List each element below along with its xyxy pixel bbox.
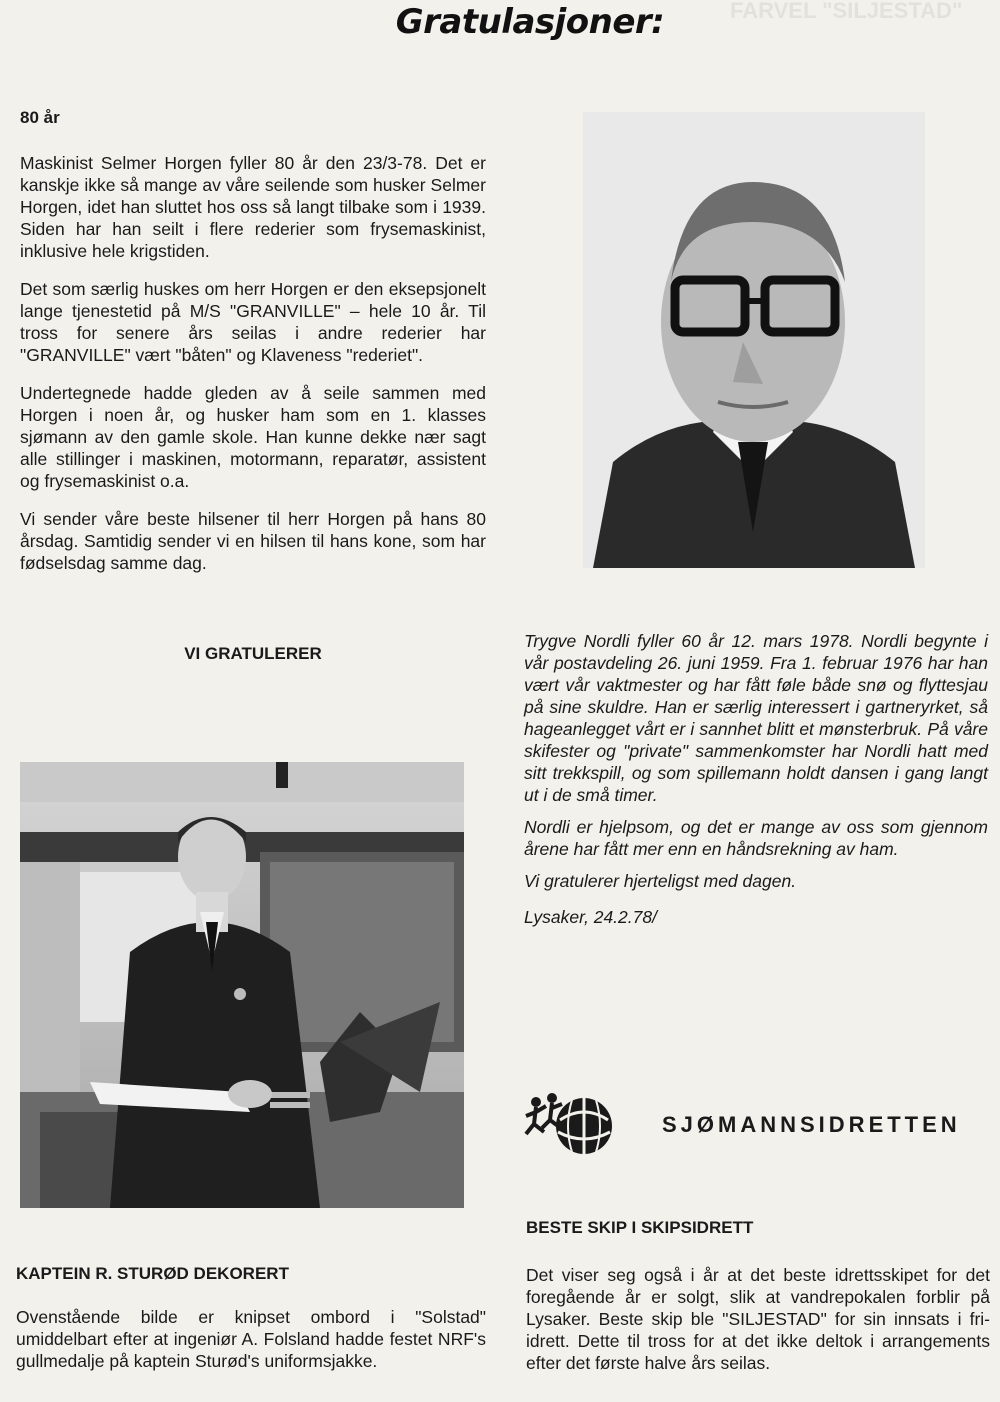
paragraph: Det som særlig huskes om herr Horgen er den eksepsjonelt lange tjenestetid på M/S "GRANVILLE" – hele 10 år. Til tross for senere års seilas i andre rederier har "GRANVILLE" vært "båten" og Klaveness "rederiet". bbox=[20, 279, 486, 365]
paragraph: Ovenstående bilde er knipset ombord i "Solstad" umiddelbart efter at ingeniør A. Folsland hadde festet NRF's gullmedalje på kaptein Sturød's uniformsjakke. bbox=[16, 1307, 486, 1371]
paragraph: Vi sender våre beste hilsener til herr Horgen på hans 80 årsdag. Samtidig sender vi en hilsen til hans kone, som har fødselsdag samme dag. bbox=[20, 509, 486, 573]
nordli-caption bbox=[524, 630, 988, 928]
bleed-through-text: FARVEL "SILJESTAD" bbox=[730, 0, 963, 23]
closing-line: VI GRATULERER bbox=[184, 644, 322, 663]
logo-text: SJØMANNSIDRETTEN bbox=[662, 1112, 961, 1137]
beste-skip-body bbox=[526, 1264, 990, 1374]
sjomannsidretten-logo bbox=[524, 1090, 646, 1160]
article-heading: KAPTEIN R. STURØD DEKORERT bbox=[16, 1264, 289, 1283]
caption-paragraph: Nordli er hjelpsom, og det er mange av oss som gjennom årene har fått mer enn en håndsrekning av ham. bbox=[524, 817, 988, 859]
globe-runners-icon bbox=[524, 1090, 646, 1160]
paragraph: Maskinist Selmer Horgen fyller 80 år den 23/3-78. Det er kanskje ikke så mange av våre seilende som husker Selmer Horgen, idet han sluttet hos oss så langt tilbake som i 1939. Siden har han seilt i flere rederier som frysemaskinist, inklusive hele krigstiden. bbox=[20, 153, 486, 261]
nordli-portrait bbox=[583, 112, 925, 568]
horgen-article bbox=[20, 108, 486, 128]
caption-paragraph: Lysaker, 24.2.78/ bbox=[524, 907, 657, 927]
sturod-article bbox=[16, 1264, 486, 1284]
age-heading: 80 år bbox=[20, 108, 60, 127]
horgen-body bbox=[20, 152, 486, 574]
article-heading: BESTE SKIP I SKIPSIDRETT bbox=[526, 1218, 754, 1237]
caption-paragraph: Trygve Nordli fyller 60 år 12. mars 1978. Nordli begynte i vår postavdeling 26. juni 1959. Fra 1. februar 1976 har han vært vår vaktmester og har fått føle både snø og flyttesjau på sine skuldre. Han er særlig interessert i gartneryrket, så hageanlegget vårt er i sannhet blitt et mønsterbruk. På våre skifester og "private" sammenkomster har Nordli hatt med sitt trekkspill, og som spillemann holdt dansen i gang langt ut i de små timer. bbox=[524, 631, 988, 805]
beste-skip-article bbox=[526, 1218, 990, 1238]
captain-photo-illustration bbox=[20, 762, 464, 1208]
paragraph: Undertegnede hadde gleden av å seile sammen med Horgen i noen år, og husker ham som en 1. klasses sjømann av den gamle skole. Han kunne dekke nær sagt alle stillinger i maskinen, motormann, reparatør, assistent og frysemaskinist o.a. bbox=[20, 383, 486, 491]
page-title: Gratulasjoner: bbox=[395, 2, 665, 42]
caption-paragraph: Vi gratulerer hjerteligst med dagen. bbox=[524, 871, 797, 891]
sturod-body bbox=[16, 1306, 486, 1372]
captain-photo bbox=[20, 762, 464, 1208]
nordli-portrait-illustration bbox=[583, 112, 925, 568]
paragraph: Det viser seg også i år at det beste idrettsskipet for det foregående år er solgt, slik at vandrepokalen forblir på Lysaker. Beste skip ble "SILJESTAD" for sin innsats i fri-idrett. Dette til tross for at det ikke deltok i arrangements efter det første halve års seilas. bbox=[526, 1265, 990, 1373]
